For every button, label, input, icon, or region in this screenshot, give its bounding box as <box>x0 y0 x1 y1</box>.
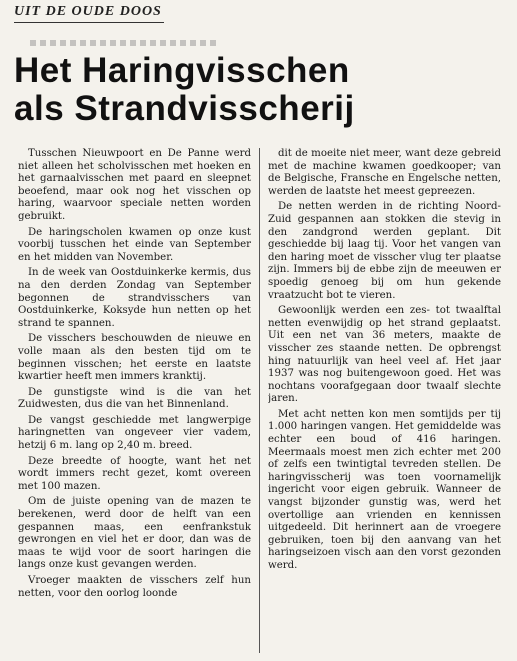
paragraph: De visschers beschouwden de nieuwe en volle maan als den besten tijd om te beginnen visschen; het eerste en laatste kwartier heeft men immers kranktij. <box>18 333 251 383</box>
headline-line-1: Het Haringvisschen <box>14 51 350 90</box>
paragraph: Om de juiste opening van de mazen te berekenen, werd door de helft van een gespannen maas, een eenfrankstuk gewrongen en viel het er door, dan was de maas te wijd voor de soort haringen die langs onze kust gevangen werden. <box>18 496 251 571</box>
article-column-left <box>18 148 251 653</box>
paragraph: Tusschen Nieuwpoort en De Panne werd niet alleen het scholvisschen met hoeken en het garnaalvisschen met paard en sleepnet beoefend, maar ook nog het visschen op haring, waarvoor speciale netten worden gebruikt. <box>18 148 251 222</box>
section-rubric: UIT DE OUDE DOOS <box>14 4 162 19</box>
paragraph: Gewoonlijk werden een zes- tot twaalftal netten evenwijdig op het strand geplaatst. Uit een net van 36 meters, maakte de visscher zes staande netten. De opbrengst hing natuurlijk van heel veel af. Het jaar 1937 was nog buitengewoon goed. Het was nochtans voorafgegaan door twaalf slechte jaren. <box>268 305 501 405</box>
column-divider <box>259 148 260 653</box>
paragraph: Vroeger maakten de visschers zelf hun netten, voor den oorlog loonde <box>18 575 251 599</box>
headline <box>14 52 503 128</box>
print-smudge <box>30 40 220 46</box>
paragraph: De haringscholen kwamen op onze kust voorbij tusschen het einde van September en het midden van November. <box>18 226 251 263</box>
article-body <box>18 148 501 653</box>
paragraph: In de week van Oostduinkerke kermis, dus na den derden Zondag van September begonnen de strandvisschers van Oostduinkerke, Koksyde hun netten op het strand te spannen. <box>18 267 251 329</box>
article-column-right <box>268 148 501 653</box>
paragraph: De gunstigste wind is die van het Zuidwesten, dus die van het Binnenland. <box>18 386 251 411</box>
headline-line-2: als Strandvisscherij <box>14 89 355 128</box>
paragraph: Met acht netten kon men somtijds per tij 1.000 haringen vangen. Het gemiddelde was echter een boud of 416 haringen. Meermaals moest men zich echter met 200 of zelfs een twintigtal tevreden stellen. De haringvisscherij was toen voornamelijk ingericht voor eigen gebruik. Wanneer de vangst bijzonder gunstig was, werd het overtollige aan vrienden en kennissen uitgedeeld. Dit herinnert aan de vroegere gebruiken, toen bij den aanvang van het haringseizoen visch aan den vorst gezonden werd. <box>268 408 501 571</box>
rubric-underline <box>14 22 164 23</box>
paragraph: Deze breedte of hoogte, want het net wordt immers recht gezet, komt overeen met 100 mazen. <box>18 455 251 492</box>
paragraph: De vangst geschiedde met langwerpige haringnetten van ongeveer vier vadem, hetzij 6 m. lang op 2,40 m. breed. <box>18 414 251 452</box>
paragraph: dit de moeite niet meer, want deze gebreid met de machine kwamen goedkooper; van de Belgische, Fransche en Engelsche netten, werden de laatste het meest gepreezen. <box>268 148 501 197</box>
paragraph: De netten werden in de richting Noord-Zuid gespannen aan stokken die stevig in den zandgrond werden geplant. Dit geschiedde bij laag tij. Voor het vangen van den haring moet de visscher vlug ter plaatse zijn. Immers bij de ebbe zijn de meeuwen er spoedig genoeg bij om hun gekende vraatzucht bot te vieren. <box>268 201 501 301</box>
